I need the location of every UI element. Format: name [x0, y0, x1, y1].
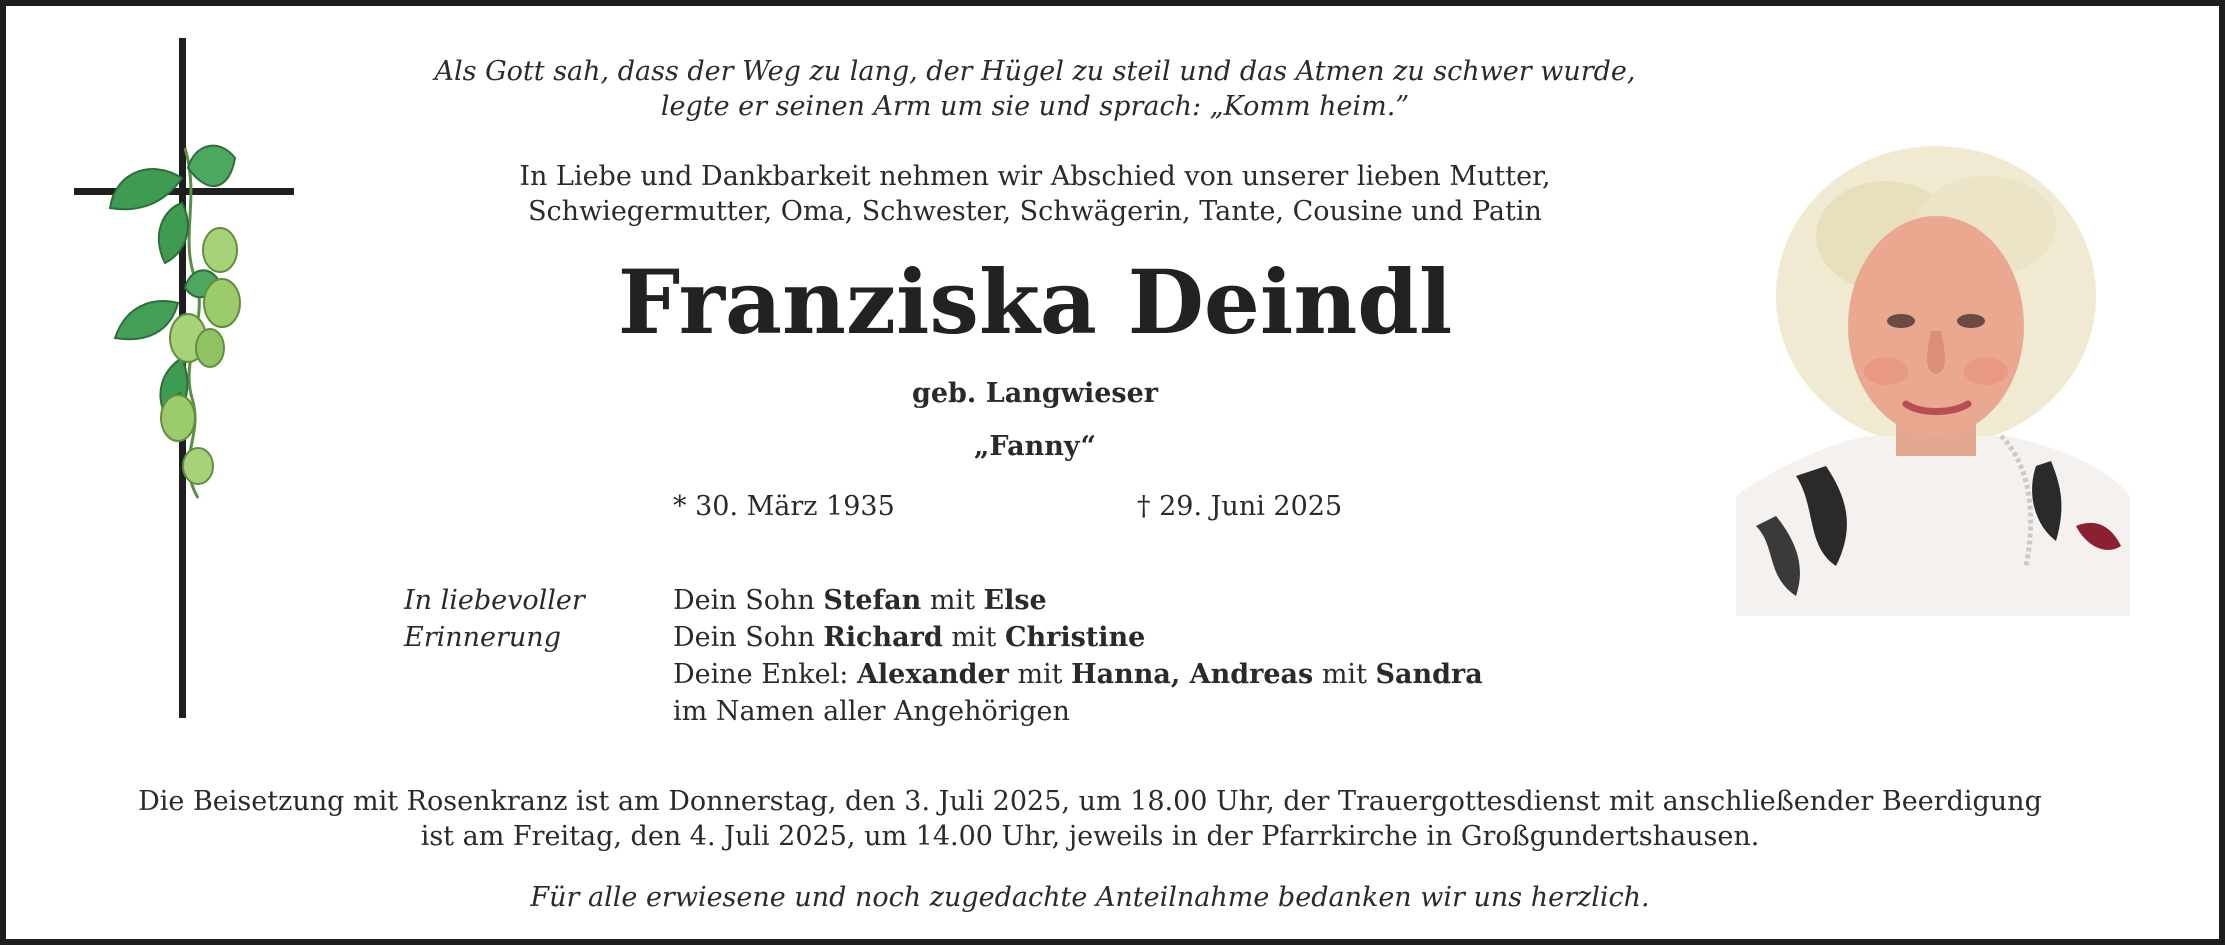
family-line: Dein Sohn Richard mit Christine	[673, 622, 1146, 653]
memory-label-line-2: Erinnerung	[404, 622, 561, 653]
grandchildren-line: Deine Enkel: Alexander mit Hanna, Andreas mit Sandra	[673, 659, 1483, 690]
thanks-line: Für alle erwiesene und noch zugedachte Anteilnahme bedanken wir uns herzlich.	[530, 882, 1650, 913]
portrait-photo	[1736, 146, 2130, 616]
relatives-line: im Namen aller Angehörigen	[673, 696, 1070, 727]
memory-label	[404, 582, 585, 656]
birth-date: * 30. März 1935	[673, 491, 895, 522]
funeral-line-2: ist am Freitag, den 4. Juli 2025, um 14.00 Uhr, jeweils in der Pfarrkirche in Großgundertshausen.	[420, 821, 1760, 852]
deceased-name: Franziska Deindl	[617, 250, 1453, 354]
family-line: Dein Sohn Stefan mit Else	[673, 585, 1047, 616]
quote-line-2: legte er seinen Arm um sie und sprach: „Komm heim.”	[660, 91, 1410, 122]
family-list	[673, 582, 1483, 730]
birth-name: geb. Langwieser	[911, 378, 1158, 409]
quote-line-1: Als Gott sah, dass der Weg zu lang, der Hügel zu steil und das Atmen zu schwer wurde,	[434, 56, 1636, 87]
death-date: † 29. Juni 2025	[1137, 491, 1343, 522]
funeral-line-1: Die Beisetzung mit Rosenkranz ist am Donnerstag, den 3. Juli 2025, um 18.00 Uhr, der Trauergottesdienst mit anschließender Beerdigung	[138, 786, 2042, 817]
nickname: „Fanny“	[973, 431, 1097, 462]
intro-line-1: In Liebe und Dankbarkeit nehmen wir Abschied von unserer lieben Mutter,	[519, 161, 1551, 192]
memory-label-line-1: In liebevoller	[404, 585, 585, 616]
intro-line-2: Schwiegermutter, Oma, Schwester, Schwägerin, Tante, Cousine und Patin	[528, 196, 1542, 227]
